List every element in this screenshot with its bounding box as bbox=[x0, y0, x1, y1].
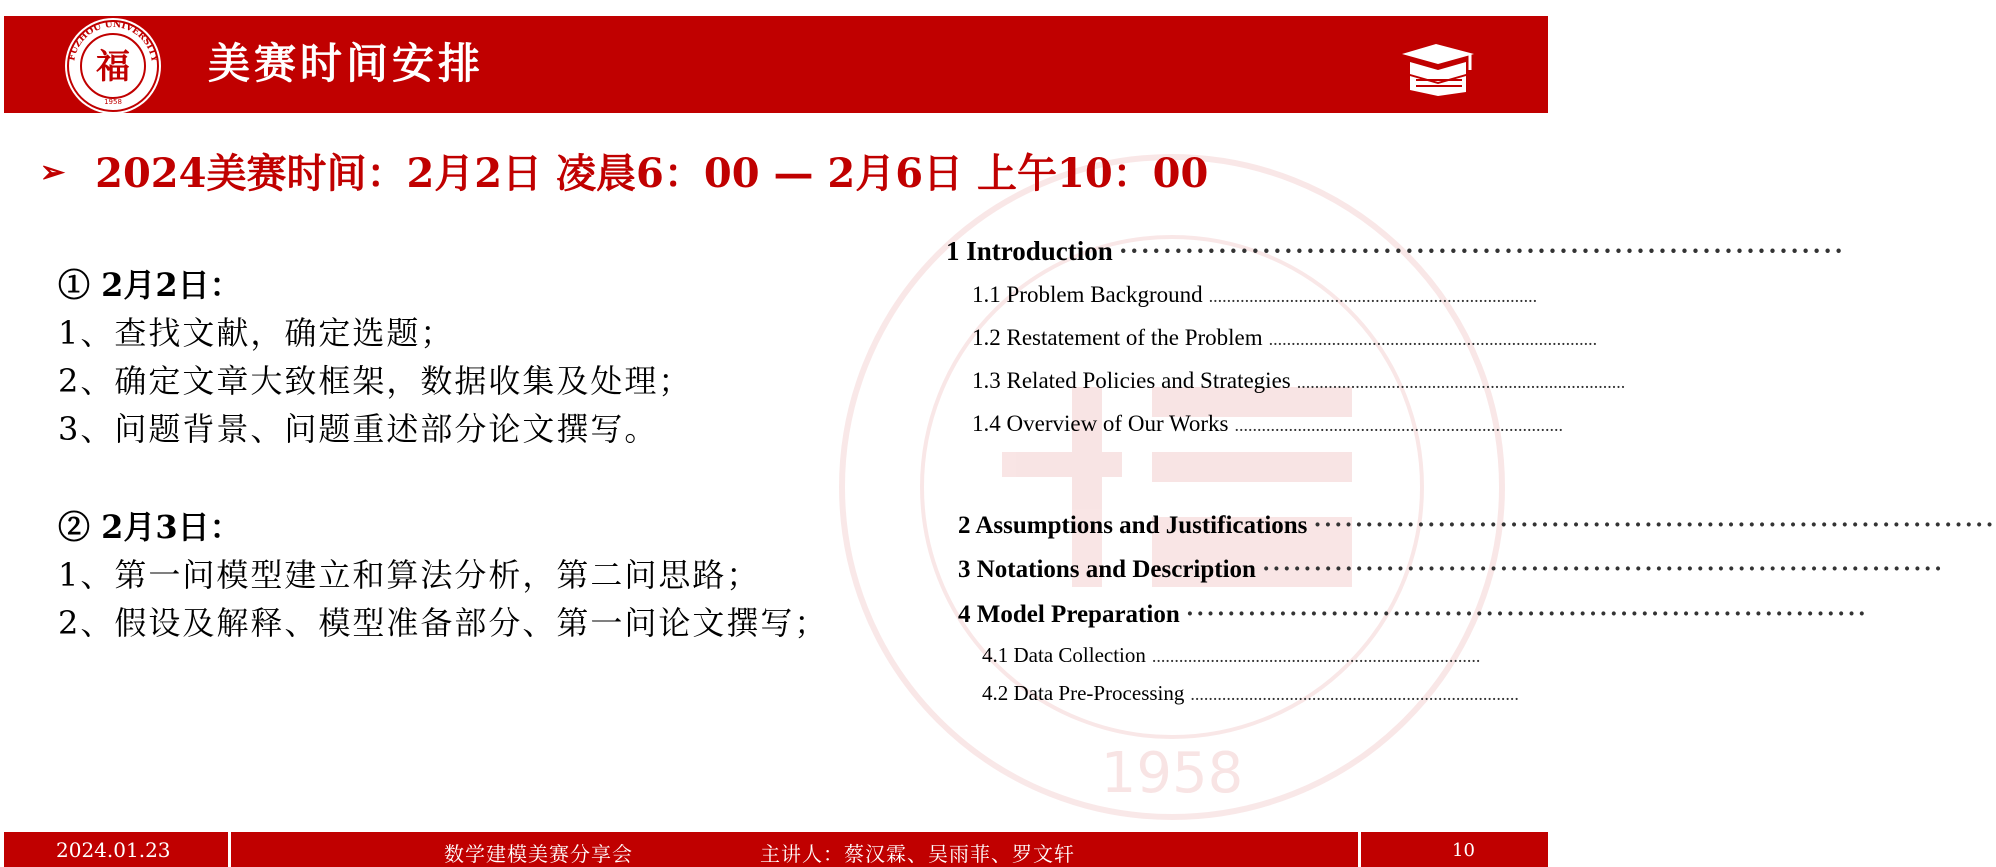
toc-entry bbox=[972, 368, 1626, 394]
toc-entry-title: 1.3 Related Policies and Strategies bbox=[972, 368, 1291, 393]
svg-text:1958: 1958 bbox=[104, 98, 122, 106]
toc-leader: ·································································· bbox=[1261, 556, 1945, 583]
toc-entry-title: 4 Model Preparation bbox=[958, 601, 1180, 628]
toc-entry-title: 2 Assumptions and Justifications bbox=[958, 512, 1308, 539]
page-number: 10 bbox=[1452, 840, 1475, 861]
footer-speaker: 主讲人：蔡汉霖、吴雨菲、罗文轩 bbox=[760, 842, 1075, 866]
toc-leader: ......................................................................... bbox=[1208, 286, 1538, 306]
task-item: 3、问题背景、问题重述部分论文撰写。 bbox=[58, 410, 659, 448]
toc-entry bbox=[958, 556, 1945, 584]
toc-leader: ......................................................................... bbox=[1151, 646, 1481, 666]
headline-text: 2024美赛时间：2月2日 凌晨6：00 — 2月6日 上午10：00 bbox=[95, 149, 1209, 197]
graduation-cap-icon bbox=[1396, 40, 1480, 96]
toc-leader: ......................................................................... bbox=[1234, 415, 1563, 435]
toc-entry bbox=[982, 681, 1519, 706]
toc-entry bbox=[972, 411, 1563, 437]
schedule-headline bbox=[40, 140, 1208, 200]
toc-entry bbox=[946, 236, 1846, 267]
toc-entry-title: 1.1 Problem Background bbox=[972, 282, 1203, 307]
toc-entry-title: 4.2 Data Pre-Processing bbox=[982, 681, 1185, 705]
toc-entry bbox=[982, 643, 1481, 668]
footer-event: 数学建模美赛分享会 bbox=[444, 842, 633, 866]
toc-leader: ......................................................................... bbox=[1296, 372, 1626, 392]
toc-entry bbox=[958, 512, 1996, 540]
svg-text:FUZHOU UNIVERSITY: FUZHOU UNIVERSITY bbox=[67, 19, 159, 63]
toc-leader: ......................................................................... bbox=[1268, 329, 1598, 349]
toc-entry bbox=[958, 601, 1869, 629]
toc-entry bbox=[972, 282, 1538, 308]
toc-entry-title: 1 Introduction bbox=[946, 236, 1113, 266]
task-item: 1、查找文献，确定选题； bbox=[58, 314, 455, 352]
page-title: 美赛时间安排 bbox=[208, 39, 485, 88]
footer-date: 2024.01.23 bbox=[56, 838, 171, 862]
task-item: 2、假设及解释、模型准备部分、第一问论文撰写； bbox=[58, 604, 829, 642]
task-item: 1、第一问模型建立和算法分析，第二问思路； bbox=[58, 556, 761, 594]
toc-leader: ·································································· bbox=[1313, 512, 1996, 539]
toc-leader: ......................................................................... bbox=[1190, 684, 1519, 704]
day-heading: ② 2月3日： bbox=[58, 508, 242, 546]
footer-divider bbox=[1358, 832, 1361, 867]
svg-text:1958: 1958 bbox=[1100, 741, 1244, 806]
toc-entry-title: 4.1 Data Collection bbox=[982, 643, 1146, 667]
university-logo bbox=[52, 16, 174, 116]
toc-entry-title: 1.4 Overview of Our Works bbox=[972, 411, 1229, 436]
task-item: 2、确定文章大致框架，数据收集及处理； bbox=[58, 362, 693, 400]
footer-divider bbox=[228, 832, 231, 867]
bullet-arrow-icon: ➢ bbox=[40, 154, 66, 190]
footer-bar bbox=[4, 832, 1548, 867]
toc-leader: ·································································· bbox=[1185, 601, 1869, 628]
toc-entry bbox=[972, 325, 1598, 351]
day-heading: ① 2月2日： bbox=[58, 266, 242, 304]
toc-leader: ·································································· bbox=[1118, 236, 1846, 266]
svg-text:福: 福 bbox=[96, 47, 130, 87]
toc-entry-title: 1.2 Restatement of the Problem bbox=[972, 325, 1263, 350]
toc-entry-title: 3 Notations and Description bbox=[958, 556, 1256, 583]
